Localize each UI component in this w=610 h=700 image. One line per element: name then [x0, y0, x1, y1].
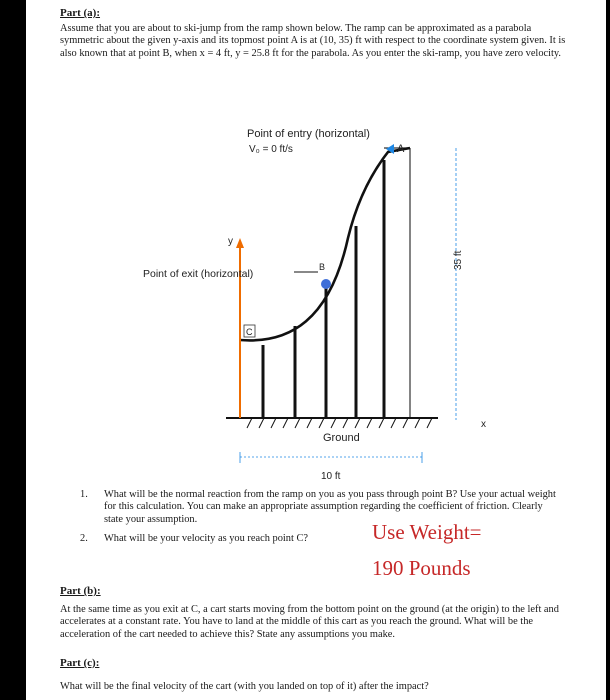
y-axis-arrow: [236, 238, 244, 248]
weight-annotation-line1: Use Weight=: [372, 520, 482, 544]
part-a-heading: Part (a):: [60, 7, 101, 19]
question-2-text: What will be your velocity as you reach point C?: [104, 533, 309, 544]
point-c-label: C: [246, 327, 253, 337]
part-b-heading: Part (b):: [60, 585, 101, 597]
entry-velocity: V₀ = 0 ft/s: [249, 144, 293, 155]
point-a-label: A: [397, 143, 405, 155]
part-b-text: At the same time as you exit at C, a cart starts moving from the bottom point on the ground (at the origin) to the left and accelerates at a constant rate. You have to land at the middle of this cart as you reach the ground. What will be the acceleration of the cart needed to achieve this? State any assumptions you make.: [60, 604, 559, 640]
weight-annotation-line2: 190 Pounds: [372, 556, 471, 580]
y-axis-label: y: [228, 236, 233, 247]
part-c-text: What will be the final velocity of the cart (with you landed on top of it) after the impact?: [60, 681, 429, 692]
width-label: 10 ft: [321, 471, 341, 482]
question-2-number: 2.: [80, 533, 88, 544]
part-a-text: Assume that you are about to ski-jump from the ramp shown below. The ramp can be approximated as a parabola symmetric about the given y-axis and its topmost point A is at (10, 35) ft with respect to the coordinate system given. It is also known that at point B, when x = 4 ft, y = 25.8 ft for the parabola. As you enter the ski-ramp, you have zero velocity.: [60, 23, 566, 59]
height-label: 35 ft: [453, 250, 464, 270]
ground-hatching: [247, 418, 432, 428]
ground-label: Ground: [323, 432, 360, 444]
point-b-label: B: [319, 262, 326, 272]
question-1-text: What will be the normal reaction from the ramp on you as you pass through point B? Use your actual weight for this calculation. You can make an appropriate assumption regarding the coefficient of friction. Clearly state your assumption.: [104, 489, 556, 525]
exit-label: Point of exit (horizontal): [143, 268, 254, 280]
x-axis-label: x: [481, 419, 486, 430]
point-b-dot: [321, 279, 331, 289]
entry-label: Point of entry (horizontal): [247, 128, 370, 140]
question-1-number: 1.: [80, 489, 88, 500]
part-c-heading: Part (c):: [60, 657, 100, 669]
